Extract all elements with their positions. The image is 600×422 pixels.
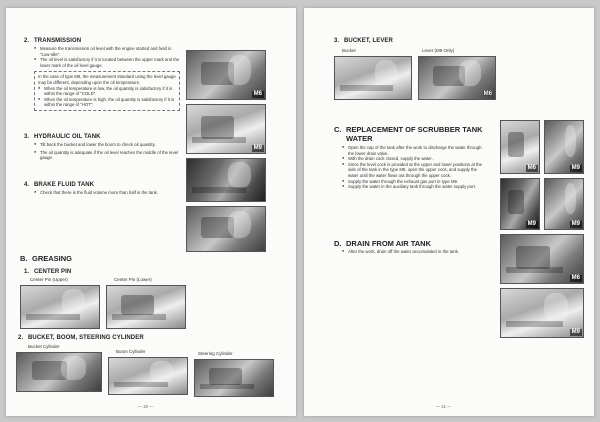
- section-number: 3.: [24, 134, 30, 140]
- caption-lever: Lever (M9 Only): [422, 48, 455, 53]
- bullet-item: ● When the oil temperature is low, the oil quantity is satisfactory if it is within the range of "COLD".: [38, 86, 176, 97]
- bucket-cylinder-photo: [16, 352, 102, 392]
- scrubber-heading: [334, 125, 483, 143]
- bucket-photo: [334, 56, 412, 100]
- section-title: CENTER PIN: [34, 269, 72, 275]
- scrubber-photo-m6-a: [500, 120, 540, 174]
- scrubber-photo-m9-c: [544, 178, 584, 230]
- caption-center-pin-lower: Center Pin (Lower): [114, 277, 152, 282]
- transmission-text: [34, 46, 180, 111]
- center-pin-heading: [24, 269, 71, 275]
- center-pin-upper-photo: [20, 285, 100, 329]
- scrubber-photo-m9-a: [544, 120, 584, 174]
- air-tank-photo-m9: [500, 288, 584, 338]
- section-letter: B.: [20, 254, 28, 263]
- section-number: 2.: [24, 38, 30, 44]
- model-tag: M6: [527, 165, 536, 171]
- model-tag: M6: [483, 91, 492, 97]
- bullet-item: ● When the oil temperature is high, the oil quantity is satisfactory if it is within the range of "HOT".: [38, 97, 176, 108]
- section-title-line2: WATER: [346, 134, 373, 143]
- transmission-photo-m9: [186, 104, 266, 154]
- section-title: BUCKET, BOOM, STEERING CYLINDER: [28, 335, 144, 341]
- section-hydraulic-heading: [24, 134, 101, 140]
- cylinder-heading: [18, 335, 144, 341]
- transmission-photo-m6: [186, 50, 266, 100]
- section-transmission-heading: [24, 38, 81, 44]
- bullet-item: ● Check that there is the fluid volume more than half in the tank.: [34, 190, 180, 196]
- center-pin-lower-photo: [106, 285, 186, 329]
- section-title: GREASING: [32, 254, 73, 263]
- section-number: 2.: [18, 335, 24, 341]
- caption-center-pin-upper: Center Pin (Upper): [30, 277, 68, 282]
- section-title: BUCKET, LEVER: [344, 38, 393, 44]
- section-title: REPLACEMENT OF SCRUBBER TANK: [346, 125, 483, 134]
- brake-fluid-tank-photo: [186, 206, 266, 252]
- caption-bucket: Bucket: [342, 48, 356, 53]
- model-tag: M9: [527, 221, 536, 227]
- model-tag: M6: [253, 91, 262, 97]
- page-number: — 20 —: [138, 404, 154, 409]
- note-text: In the case of type M9, the measurement standard using the level gauge may be different, depending upon the oil temperature.: [38, 74, 176, 85]
- section-title: TRANSMISSION: [34, 38, 82, 44]
- bullet-item: ● The oil quantity is adequate if the oil level reaches the middle of the level gauge.: [34, 150, 180, 161]
- bullet-item: ● The oil level is satisfactory if it is located between the upper mark and the lower mark of the oil level gauge.: [34, 57, 180, 68]
- steering-cylinder-photo: [194, 359, 274, 397]
- section-title: DRAIN FROM AIR TANK: [346, 239, 431, 248]
- bullet-item: ● Measure the transmission oil level with the engine started and held in "Low-Idle".: [34, 46, 180, 57]
- air-tank-photo-m6: [500, 234, 584, 284]
- page-number: — 21 —: [436, 404, 452, 409]
- bullet-item: ● With the drain cock closed, supply the water.: [342, 156, 488, 162]
- boom-cylinder-photo: [108, 357, 188, 395]
- note-box: [34, 71, 180, 111]
- caption-bucket-cylinder: Bucket Cylinder: [28, 344, 60, 349]
- bullet-item: ● Open the cap of the tank after the work to discharge the water through the lower drain valve.: [342, 145, 488, 156]
- bullet-item: ● Supply the water in the auxiliary tank through the water supply port.: [342, 184, 488, 190]
- bullet-item: ● Tilt back the bucket and lower the boom to check oil quantity.: [34, 142, 180, 148]
- hydraulic-tank-photo: [186, 158, 266, 202]
- scrubber-photo-m9-b: [500, 178, 540, 230]
- section-number: 3.: [334, 38, 340, 44]
- drain-heading: [334, 239, 431, 248]
- section-title: BRAKE FLUID TANK: [34, 182, 95, 188]
- lever-photo: [418, 56, 496, 100]
- drain-text: [342, 249, 488, 255]
- bullet-item: ● Supply the water through the exhaust gas port in type M9.: [342, 179, 488, 185]
- section-number: 1.: [24, 269, 30, 275]
- bullet-item: ● Since the level cock is provided at the upper and lower positions at the side of the tank in the type M9, open the upper cock, and supply the water until the water flows out through the upper cock.: [342, 162, 488, 179]
- caption-steering-cylinder: Steering Cylinder: [198, 351, 233, 356]
- bucket-lever-heading: [334, 38, 393, 44]
- section-number: 4.: [24, 182, 30, 188]
- hydraulic-text: [34, 142, 180, 161]
- right-page: [304, 8, 594, 416]
- model-tag: M9: [571, 329, 580, 335]
- scrubber-text: [342, 145, 488, 190]
- section-title: HYDRAULIC OIL TANK: [34, 134, 101, 140]
- greasing-heading: [20, 254, 72, 263]
- section-letter: C.: [334, 125, 342, 134]
- section-letter: D.: [334, 239, 342, 248]
- model-tag: M9: [571, 221, 580, 227]
- section-brake-heading: [24, 182, 94, 188]
- left-page: [6, 8, 296, 416]
- bullet-item: ● After the work, drain off the water accumulated in the tank.: [342, 249, 488, 255]
- model-tag: M9: [253, 145, 262, 151]
- caption-boom-cylinder: Boom Cylinder: [116, 349, 146, 354]
- model-tag: M9: [571, 165, 580, 171]
- brake-text: [34, 190, 180, 196]
- model-tag: M6: [571, 275, 580, 281]
